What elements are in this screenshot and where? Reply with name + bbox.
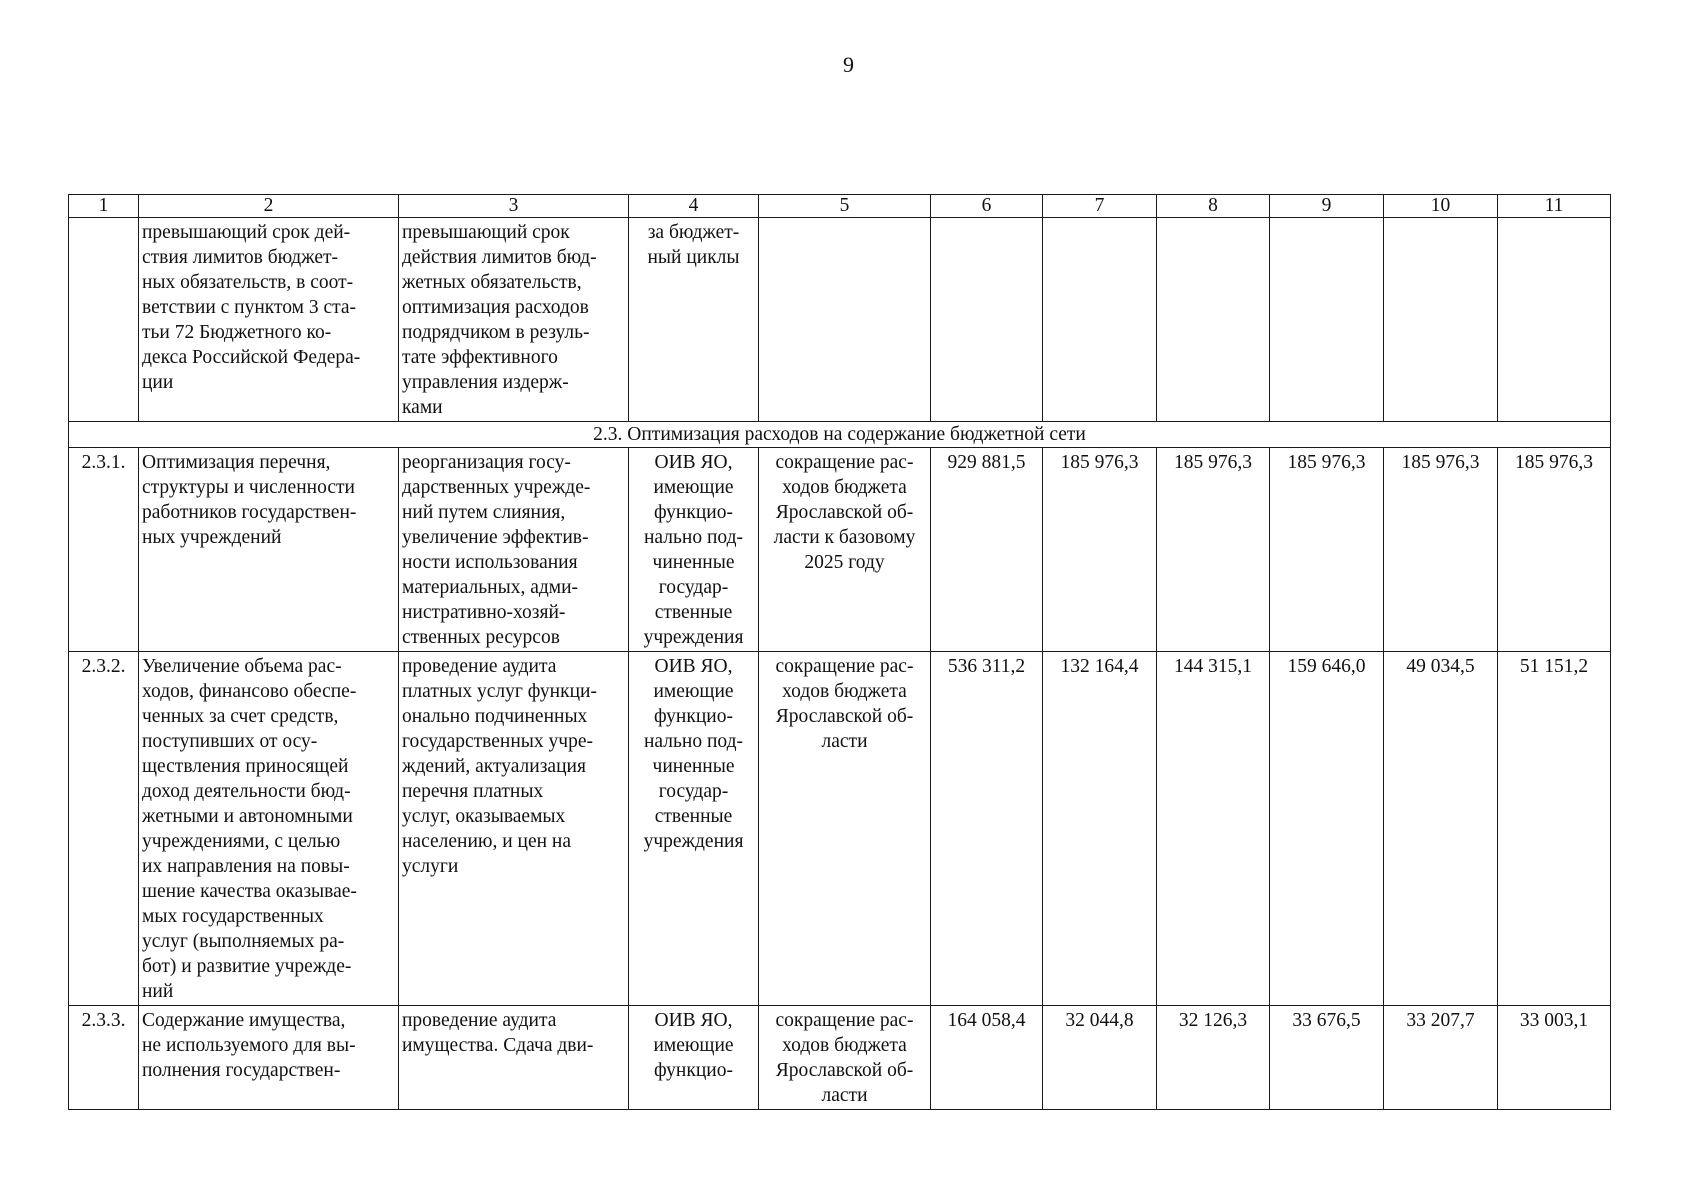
- text-line: ками: [402, 397, 443, 418]
- text-line: превышающий срок дей-: [142, 222, 351, 243]
- text-line: государ-: [658, 781, 729, 802]
- text-line: Ярославской об-: [775, 502, 914, 523]
- value-cell: 164 058,4: [931, 1006, 1043, 1110]
- value-cell: 536 311,2: [931, 652, 1043, 1006]
- page-number: 9: [843, 52, 854, 77]
- text-line: полнения государствен-: [142, 1060, 341, 1081]
- text-line: структуры и численности: [142, 477, 355, 498]
- name-cell: [139, 1006, 399, 1110]
- value-cell: 185 976,3: [1498, 448, 1611, 652]
- text-line: онально подчиненных: [402, 706, 588, 727]
- value-cell: 51 151,2: [1498, 652, 1611, 1006]
- result-cell: [759, 448, 931, 652]
- text-line: жетными и автономными: [142, 806, 353, 827]
- value-cell: 49 034,5: [1384, 652, 1498, 1006]
- text-line: за бюджет-: [647, 222, 740, 243]
- text-line: государ-: [658, 577, 729, 598]
- text-line: функцио-: [654, 502, 733, 523]
- text-line: реорганизация госу-: [402, 452, 571, 473]
- measures-cell: [399, 1006, 629, 1110]
- value-cell: [931, 218, 1043, 422]
- continuation-row: [69, 218, 1611, 422]
- text-line: жетных обязательств,: [402, 272, 582, 293]
- value-cell: [1043, 218, 1157, 422]
- text-line: работников государствен-: [142, 502, 357, 523]
- text-line: ветствии с пунктом 3 ста-: [142, 297, 357, 318]
- text-line: ции: [142, 372, 174, 393]
- code-cell: 2.3.1.: [69, 448, 139, 652]
- text-line: нистративно-хозяй-: [402, 602, 566, 623]
- text-line: ственные: [654, 806, 733, 827]
- measures-cell: [399, 218, 629, 422]
- section-title: 2.3. Оптимизация расходов на содержание бюджетной сети: [69, 422, 1611, 448]
- value-cell: [1157, 218, 1270, 422]
- value-cell: [1270, 218, 1384, 422]
- code-cell: 2.3.3.: [69, 1006, 139, 1110]
- text-line: управления издерж-: [402, 372, 569, 393]
- text-line: ходов бюджета: [782, 1035, 907, 1056]
- measures-table: [68, 194, 1611, 1110]
- value-cell: 33 676,5: [1270, 1006, 1384, 1110]
- name-cell: [139, 218, 399, 422]
- value-cell: [1384, 218, 1498, 422]
- name-cell: [139, 652, 399, 1006]
- text-line: ласти: [821, 731, 868, 752]
- text-line: доход деятельности бюд-: [142, 781, 351, 802]
- text-line: ствия лимитов бюджет-: [142, 247, 339, 268]
- text-line: учреждения: [643, 627, 744, 648]
- text-line: имущества. Сдача дви-: [402, 1035, 594, 1056]
- table-row: [69, 448, 1611, 652]
- column-number: 7: [1043, 195, 1157, 218]
- text-line: перечня платных: [402, 781, 544, 802]
- text-line: ных обязательств, в соот-: [142, 272, 354, 293]
- value-cell: 185 976,3: [1157, 448, 1270, 652]
- executor-cell: [629, 1006, 759, 1110]
- value-cell: 144 315,1: [1157, 652, 1270, 1006]
- executor-cell: [629, 448, 759, 652]
- text-line: тьи 72 Бюджетного ко-: [142, 322, 332, 343]
- table-row: [69, 1006, 1611, 1110]
- result-cell: [759, 1006, 931, 1110]
- text-line: Ярославской об-: [775, 1060, 914, 1081]
- value-cell: 159 646,0: [1270, 652, 1384, 1006]
- text-line: ОИВ ЯО,: [654, 452, 733, 473]
- code-cell: [69, 218, 139, 422]
- result-cell: [759, 218, 931, 422]
- text-line: нально под-: [644, 731, 743, 752]
- text-line: нально под-: [644, 527, 743, 548]
- text-line: ченных за счет средств,: [142, 706, 339, 727]
- text-line: ждений, актуализация: [402, 756, 586, 777]
- text-line: государственных учре-: [402, 731, 593, 752]
- text-line: ственных ресурсов: [402, 627, 560, 648]
- text-line: чиненные: [652, 552, 735, 573]
- text-line: не используемого для вы-: [142, 1035, 356, 1056]
- text-line: имеющие: [653, 1035, 734, 1056]
- text-line: материальных, адми-: [402, 577, 579, 598]
- text-line: дарственных учрежде-: [402, 477, 591, 498]
- text-line: учреждениями, с целью: [142, 831, 341, 852]
- text-line: функцио-: [654, 1060, 733, 1081]
- column-number: 5: [759, 195, 931, 218]
- text-line: декса Российской Федера-: [142, 347, 361, 368]
- column-number: 6: [931, 195, 1043, 218]
- text-line: ный циклы: [647, 247, 740, 268]
- text-line: их направления на повы-: [142, 856, 350, 877]
- column-number: 1: [69, 195, 139, 218]
- executor-cell: [629, 218, 759, 422]
- measures-cell: [399, 448, 629, 652]
- text-line: 2025 году: [804, 552, 885, 573]
- text-line: ОИВ ЯО,: [654, 656, 733, 677]
- text-line: Ярославской об-: [775, 706, 914, 727]
- text-line: Содержание имущества,: [142, 1010, 346, 1031]
- text-line: ственные: [654, 602, 733, 623]
- text-line: тате эффективного: [402, 347, 558, 368]
- text-line: сокращение рас-: [775, 452, 914, 473]
- column-number: 10: [1384, 195, 1498, 218]
- name-cell: [139, 448, 399, 652]
- value-cell: 185 976,3: [1270, 448, 1384, 652]
- table-row: [69, 652, 1611, 1006]
- text-line: платных услуг функци-: [402, 681, 597, 702]
- column-number: 2: [139, 195, 399, 218]
- text-line: ности использования: [402, 552, 578, 573]
- text-line: населению, и цен на: [402, 831, 572, 852]
- text-line: оптимизация расходов: [402, 297, 589, 318]
- text-line: услуг (выполняемых ра-: [142, 931, 345, 952]
- text-line: бот) и развитие учрежде-: [142, 956, 352, 977]
- text-line: ходов бюджета: [782, 681, 907, 702]
- value-cell: 929 881,5: [931, 448, 1043, 652]
- code-cell: 2.3.2.: [69, 652, 139, 1006]
- text-line: подрядчиком в резуль-: [402, 322, 590, 343]
- value-cell: 32 126,3: [1157, 1006, 1270, 1110]
- value-cell: 33 207,7: [1384, 1006, 1498, 1110]
- text-line: ходов, финансово обеспе-: [142, 681, 357, 702]
- section-row: [69, 422, 1611, 448]
- column-number-row: [69, 195, 1611, 218]
- text-line: Увеличение объема рас-: [142, 656, 342, 677]
- column-number: 8: [1157, 195, 1270, 218]
- value-cell: [1498, 218, 1611, 422]
- value-cell: 185 976,3: [1043, 448, 1157, 652]
- value-cell: 185 976,3: [1384, 448, 1498, 652]
- text-line: ных учреждений: [142, 527, 282, 548]
- column-number: 9: [1270, 195, 1384, 218]
- text-line: шение качества оказывае-: [142, 881, 357, 902]
- text-line: ществления приносящей: [142, 756, 349, 777]
- text-line: учреждения: [643, 831, 744, 852]
- text-line: превышающий срок: [402, 222, 570, 243]
- text-line: поступивших от осу-: [142, 731, 318, 752]
- value-cell: 132 164,4: [1043, 652, 1157, 1006]
- text-line: ходов бюджета: [782, 477, 907, 498]
- text-line: ний путем слияния,: [402, 502, 566, 523]
- column-number: 11: [1498, 195, 1611, 218]
- text-line: имеющие: [653, 477, 734, 498]
- text-line: ОИВ ЯО,: [654, 1010, 733, 1031]
- result-cell: [759, 652, 931, 1006]
- text-line: ласти к базовому: [773, 527, 916, 548]
- measures-cell: [399, 652, 629, 1006]
- text-line: услуги: [402, 856, 459, 877]
- text-line: увеличение эффектив-: [402, 527, 589, 548]
- text-line: сокращение рас-: [775, 1010, 914, 1031]
- text-line: мых государственных: [142, 906, 324, 927]
- text-line: чиненные: [652, 756, 735, 777]
- column-number: 3: [399, 195, 629, 218]
- text-line: ласти: [821, 1085, 868, 1106]
- executor-cell: [629, 652, 759, 1006]
- value-cell: 32 044,8: [1043, 1006, 1157, 1110]
- text-line: действия лимитов бюд-: [402, 247, 597, 268]
- value-cell: 33 003,1: [1498, 1006, 1611, 1110]
- text-line: Оптимизация перечня,: [142, 452, 331, 473]
- text-line: имеющие: [653, 681, 734, 702]
- text-line: ний: [142, 981, 174, 1002]
- text-line: сокращение рас-: [775, 656, 914, 677]
- text-line: проведение аудита: [402, 656, 557, 677]
- text-line: услуг, оказываемых: [402, 806, 566, 827]
- column-number: 4: [629, 195, 759, 218]
- text-line: функцио-: [654, 706, 733, 727]
- text-line: проведение аудита: [402, 1010, 557, 1031]
